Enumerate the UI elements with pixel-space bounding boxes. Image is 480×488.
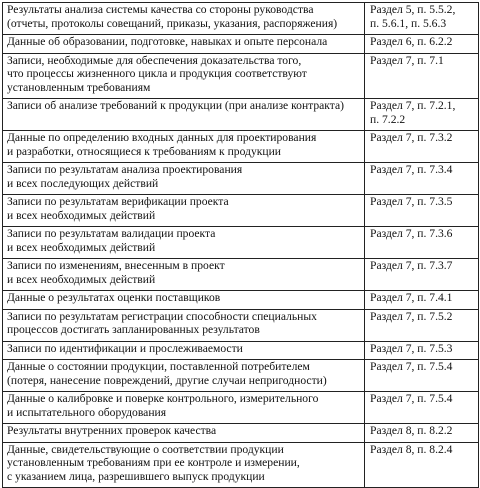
table-row: [3, 291, 479, 310]
table-row: [3, 360, 479, 392]
record-cell: Записи об анализе требований к продукции (при анализе контракта): [3, 99, 365, 131]
record-cell: Записи по изменениям, внесенным в проект и всех необходимых действий: [3, 259, 365, 291]
reference-cell: Раздел 8, п. 8.2.2: [365, 424, 479, 443]
reference-cell: Раздел 7, п. 7.3.4: [365, 163, 479, 195]
reference-cell: Раздел 7, п. 7.3.5: [365, 195, 479, 227]
record-cell: Данные об образовании, подготовке, навыках и опыте персонала: [3, 35, 365, 54]
table-row: [3, 163, 479, 195]
record-cell: Данные, свидетельствующие о соответствии продукции установленным требованиям при ее контроле и измерении, с указанием лица, разрешившего выпуск продукции: [3, 442, 365, 488]
table-row: [3, 35, 479, 54]
record-cell: Записи по результатам валидации проекта и всех необходимых действий: [3, 227, 365, 259]
table-row: [3, 195, 479, 227]
reference-cell: Раздел 7, п. 7.5.4: [365, 392, 479, 424]
reference-cell: Раздел 7, п. 7.3.2: [365, 131, 479, 163]
table-row: [3, 392, 479, 424]
table-row: [3, 424, 479, 443]
record-cell: Результаты анализа системы качества со стороны руководства (отчеты, протоколы совещаний, приказы, указания, распоряжения): [3, 3, 365, 35]
record-cell: Записи, необходимые для обеспечения доказательства того, что процессы жизненного цикла и продукция соответствуют установленным требованиям: [3, 53, 365, 99]
reference-cell: Раздел 7, п. 7.2.1, п. 7.2.2: [365, 99, 479, 131]
reference-cell: Раздел 7, п. 7.5.4: [365, 360, 479, 392]
record-cell: Данные по определению входных данных для проектирования и разработки, относящиеся к требованиям к продукции: [3, 131, 365, 163]
record-cell: Данные о результатах оценки поставщиков: [3, 291, 365, 310]
table-row: [3, 53, 479, 99]
record-cell: Записи по идентификации и прослеживаемости: [3, 341, 365, 360]
records-table: [2, 2, 479, 488]
reference-cell: Раздел 7, п. 7.1: [365, 53, 479, 99]
reference-cell: Раздел 7, п. 7.5.3: [365, 341, 479, 360]
reference-cell: Раздел 6, п. 6.2.2: [365, 35, 479, 54]
records-table-body: [3, 3, 479, 488]
record-cell: Результаты внутренних проверок качества: [3, 424, 365, 443]
table-row: [3, 227, 479, 259]
table-row: [3, 309, 479, 341]
reference-cell: Раздел 8, п. 8.2.4: [365, 442, 479, 488]
reference-cell: Раздел 7, п. 7.3.7: [365, 259, 479, 291]
table-row: [3, 259, 479, 291]
table-row: [3, 442, 479, 488]
record-cell: Записи по результатам регистрации способности специальных процессов достигать запланированных результатов: [3, 309, 365, 341]
table-row: [3, 131, 479, 163]
reference-cell: Раздел 5, п. 5.5.2, п. 5.6.1, п. 5.6.3: [365, 3, 479, 35]
table-row: [3, 99, 479, 131]
reference-cell: Раздел 7, п. 7.5.2: [365, 309, 479, 341]
record-cell: Записи по результатам верификации проекта и всех необходимых действий: [3, 195, 365, 227]
record-cell: Данные о калибровке и поверке контрольного, измерительного и испытательного оборудования: [3, 392, 365, 424]
table-row: [3, 341, 479, 360]
reference-cell: Раздел 7, п. 7.4.1: [365, 291, 479, 310]
record-cell: Записи по результатам анализа проектирования и всех последующих действий: [3, 163, 365, 195]
table-row: [3, 3, 479, 35]
reference-cell: Раздел 7, п. 7.3.6: [365, 227, 479, 259]
record-cell: Данные о состоянии продукции, поставленной потребителем (потеря, нанесение повреждений, другие случаи непригодности): [3, 360, 365, 392]
